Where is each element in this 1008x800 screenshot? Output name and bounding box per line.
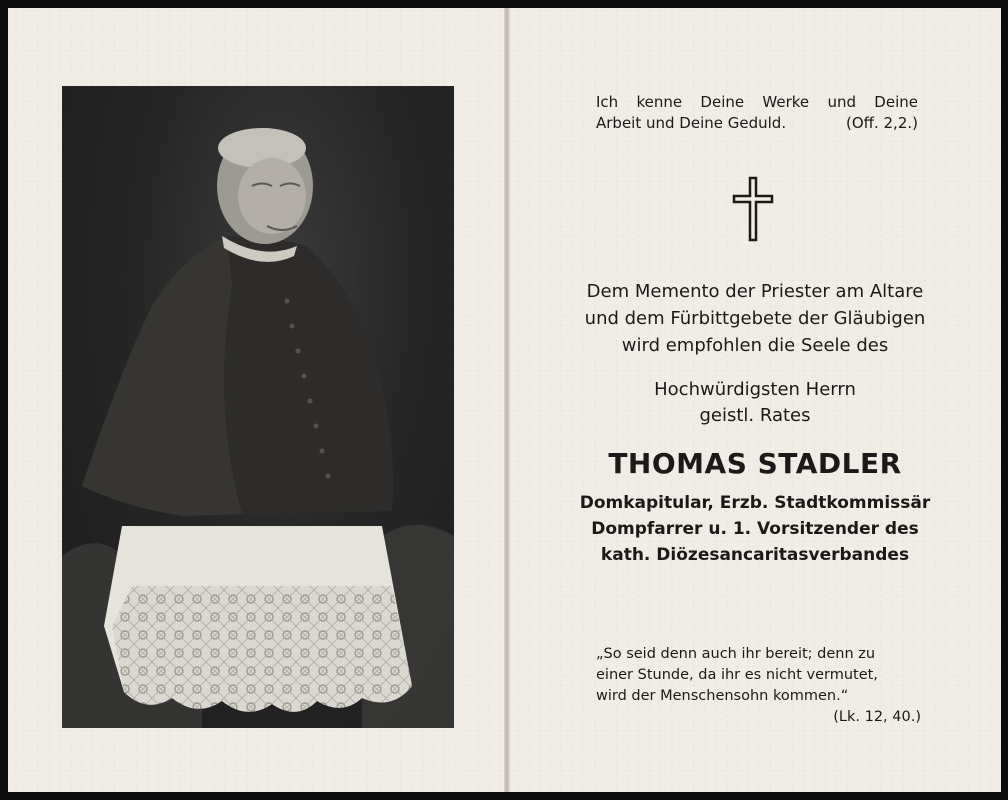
priest-portrait-image <box>62 86 454 728</box>
dedication-line: wird empfohlen die Seele des <box>621 335 889 356</box>
office-line: Domkapitular, Erzb. Stadtkommissär <box>579 493 931 513</box>
bible-quote <box>596 644 921 728</box>
offices <box>540 490 970 568</box>
office-line: kath. Diözesancaritasverbandes <box>600 545 910 565</box>
epigraph-reference: (Off. 2,2.) <box>845 114 918 132</box>
honorific-line: Hochwürdigsten Herrn <box>654 379 856 400</box>
dedication-line: Dem Memento der Priester am Altare <box>586 281 924 302</box>
epigraph-line: Arbeit und Deine Geduld. <box>596 114 787 132</box>
portrait-photo <box>62 86 454 728</box>
left-page <box>8 8 504 792</box>
epigraph-line: Ich kenne Deine Werke und Deine <box>596 93 918 111</box>
latin-cross-icon <box>732 176 774 246</box>
deceased-name: THOMAS STADLER <box>608 447 902 480</box>
office-line: Dompfarrer u. 1. Vorsitzender des <box>591 519 919 539</box>
right-page <box>510 8 1001 792</box>
honorific <box>540 377 970 429</box>
honorific-line: geistl. Rates <box>699 405 811 426</box>
dedication-line: und dem Fürbittgebete der Gläubigen <box>584 308 926 329</box>
quote-line: einer Stunde, da ihr es nicht vermutet, <box>596 667 878 683</box>
quote-reference: (Lk. 12, 40.) <box>833 709 921 725</box>
quote-line: „So seid denn auch ihr bereit; denn zu <box>596 646 876 662</box>
epigraph <box>596 92 918 134</box>
dedication-text <box>540 278 970 359</box>
quote-line: wird der Menschensohn kommen.“ <box>596 688 849 704</box>
